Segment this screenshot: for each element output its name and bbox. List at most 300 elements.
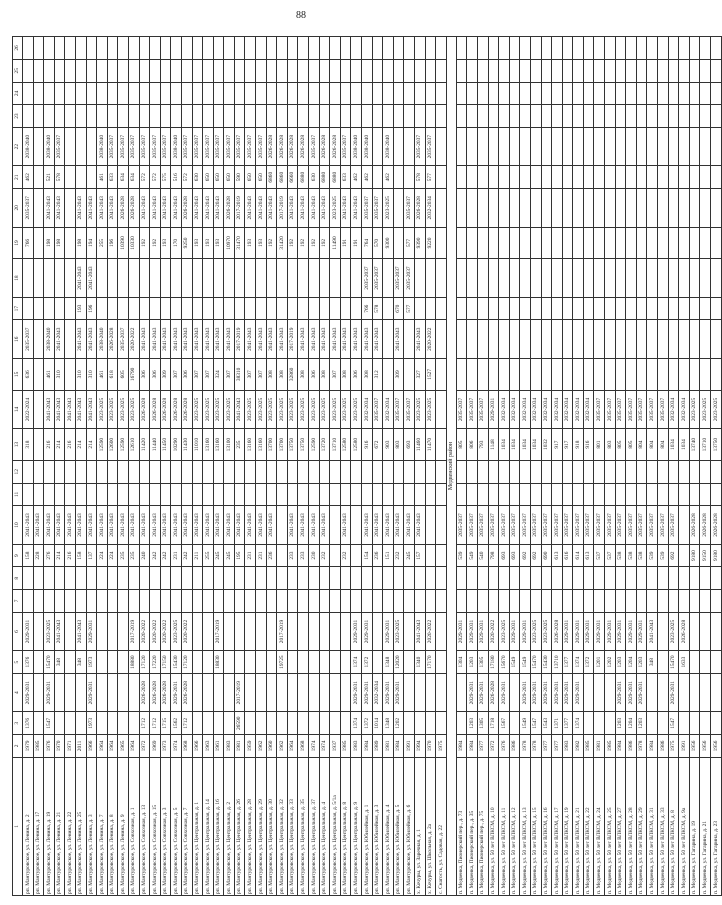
table-cell (477, 359, 488, 391)
table-cell (636, 189, 647, 228)
table-row (181, 37, 192, 896)
table-cell (309, 612, 320, 651)
table-cell (128, 37, 139, 60)
table-cell: 2038-2040 (383, 127, 394, 166)
table-cell: 2035-2037 (23, 320, 34, 359)
table-cell: 2023-2025 (351, 390, 362, 429)
table-cell: 2041-2043 (319, 189, 330, 228)
table-cell (456, 712, 467, 735)
table-cell: 2026-2028 (160, 390, 171, 429)
table-cell (404, 460, 415, 483)
table-cell: 2035-2037 (414, 127, 425, 166)
table-cell: 1374 (351, 651, 362, 674)
table-cell: 1965 (118, 735, 129, 758)
table-cell: 2035-2037 (615, 506, 626, 545)
table-cell: 2041-2043 (393, 320, 404, 359)
table-cell (150, 37, 161, 60)
table-cell (404, 166, 415, 189)
address-cell: п. Медвенка, ул. 50 лет ВЛКСМ, д. 8 (668, 757, 679, 895)
table-cell (256, 460, 267, 483)
table-cell (277, 590, 288, 613)
table-cell (351, 590, 362, 613)
table-cell (520, 105, 531, 128)
table-cell (256, 483, 267, 506)
district-name: Медвенский район (446, 37, 456, 896)
address-cell: п. Медвенка, ул. 50 лет ВЛКСМ, д. 21 (573, 757, 584, 895)
table-cell (668, 105, 679, 128)
table-cell: 308 (362, 359, 373, 391)
table-cell: 196 (86, 297, 97, 320)
table-cell (700, 651, 711, 674)
address-cell: п. Медвенка, ул. 50 лет ВЛКСМ, д. 24 (594, 757, 605, 895)
table-cell (541, 590, 552, 613)
table-cell (711, 127, 722, 166)
table-cell (287, 590, 298, 613)
table-cell (615, 82, 626, 105)
table-cell (520, 166, 531, 189)
table-cell (520, 259, 531, 298)
table-cell (689, 359, 700, 391)
table-cell: 13750 (298, 429, 309, 461)
table-cell (658, 567, 669, 590)
table-cell (287, 567, 298, 590)
table-cell (118, 297, 129, 320)
table-cell: 11490 (330, 227, 341, 259)
table-cell (425, 544, 436, 567)
table-cell (711, 590, 722, 613)
table-cell: 613 (583, 544, 594, 567)
table-cell (499, 590, 510, 613)
table-cell (86, 483, 97, 506)
table-cell: 2041-2043 (287, 506, 298, 545)
address-cell: п. Медвенка, ул. 50 лет ВЛКСМ, д. 33 (658, 757, 669, 895)
table-cell: 2041-2043 (245, 189, 256, 228)
table-cell (256, 59, 267, 82)
table-cell: 2032-2034 (383, 390, 394, 429)
table-cell: 538 (615, 544, 626, 567)
table-cell (509, 590, 520, 613)
table-cell: 154 (362, 544, 373, 567)
table-cell (414, 483, 425, 506)
table-cell (689, 673, 700, 712)
address-cell: п. Медвенка, ул. 50 лет ВЛКСМ, д. 13 (520, 757, 531, 895)
table-cell (668, 297, 679, 320)
table-cell (107, 673, 118, 712)
table-cell (552, 297, 563, 320)
table-cell (414, 460, 425, 483)
table-cell (456, 460, 467, 483)
table-cell (330, 590, 341, 613)
table-cell (436, 673, 447, 712)
table-cell (509, 189, 520, 228)
table-cell: 2041-2043 (309, 320, 320, 359)
table-cell: 11440 (150, 429, 161, 461)
table-cell: 2023-2025 (414, 390, 425, 429)
address-cell: рп. Мантуровское, ул. Центральная, д. 8 (340, 757, 351, 895)
table-cell: 157 (414, 544, 425, 567)
table-cell (203, 590, 214, 613)
table-cell: 2041-2043 (351, 320, 362, 359)
table-cell: 1972 (139, 735, 150, 758)
table-cell: 804 (636, 429, 647, 461)
table-cell (541, 37, 552, 60)
table-cell: 2041-2043 (75, 612, 86, 651)
table-cell (181, 105, 192, 128)
table-cell (33, 227, 44, 259)
table-cell (319, 82, 330, 105)
table-cell (107, 651, 118, 674)
table-row (245, 37, 256, 896)
table-cell: 13750 (287, 429, 298, 461)
column-number: 4 (13, 673, 23, 712)
table-cell (689, 105, 700, 128)
table-cell: 1348 (383, 712, 394, 735)
table-row (647, 37, 658, 896)
table-cell (150, 59, 161, 82)
table-cell (213, 460, 224, 483)
table-cell: 1956 (689, 735, 700, 758)
table-cell: 539 (647, 544, 658, 567)
table-cell (234, 82, 245, 105)
table-cell (594, 227, 605, 259)
table-cell (594, 297, 605, 320)
table-cell: 1203 (615, 651, 626, 674)
table-cell (351, 82, 362, 105)
table-row (436, 37, 447, 896)
table-cell: 2029-2031 (636, 612, 647, 651)
table-cell (33, 590, 44, 613)
table-cell: 1034 (668, 429, 679, 461)
table-cell: 9300 (383, 227, 394, 259)
table-cell: 2041-2043 (118, 506, 129, 545)
table-cell: 2035-2037 (150, 127, 161, 166)
table-cell (266, 259, 277, 298)
table-cell (107, 259, 118, 298)
table-cell: 2041-2043 (309, 506, 320, 545)
table-cell: 18830 (213, 651, 224, 674)
table-cell (562, 567, 573, 590)
table-cell: 308 (298, 359, 309, 391)
table-cell (658, 259, 669, 298)
table-cell (658, 127, 669, 166)
table-cell: 1984 (647, 735, 658, 758)
table-cell (54, 567, 65, 590)
table-cell (65, 259, 76, 298)
table-cell (636, 590, 647, 613)
table-cell: 193 (203, 227, 214, 259)
table-cell (605, 189, 616, 228)
table-cell (404, 567, 415, 590)
table-cell (383, 320, 394, 359)
table-cell: 2041-2043 (86, 390, 97, 429)
table-cell (330, 567, 341, 590)
address-cell: рп. Мантуровское, ул. Центральная, д. 1 (192, 757, 203, 895)
table-cell: 2041-2043 (372, 506, 383, 545)
table-cell (626, 590, 637, 613)
table-cell (499, 189, 510, 228)
table-cell: 1972 (488, 735, 499, 758)
table-cell: 633 (107, 166, 118, 189)
table-cell (404, 673, 415, 712)
table-cell (711, 673, 722, 712)
table-cell (499, 105, 510, 128)
table-cell (711, 82, 722, 105)
table-cell (340, 567, 351, 590)
table-cell (530, 227, 541, 259)
table-cell: 1376 (23, 712, 34, 735)
table-cell: 2035-2037 (552, 506, 563, 545)
table-cell: 306 (309, 359, 320, 391)
table-cell: 2041-2043 (97, 506, 108, 545)
table-cell: 1203 (636, 651, 647, 674)
table-cell: 1203 (615, 712, 626, 735)
table-cell: 2023-2025 (118, 390, 129, 429)
table-cell: 2035-2037 (467, 506, 478, 545)
table-cell (467, 82, 478, 105)
table-cell (700, 320, 711, 359)
rotated-table-area (12, 36, 719, 896)
table-cell (573, 189, 584, 228)
table-cell (224, 105, 235, 128)
table-cell (626, 359, 637, 391)
table-cell: 2017-2019 (287, 320, 298, 359)
table-cell (139, 297, 150, 320)
table-cell: 650 (224, 166, 235, 189)
table-cell: 633 (340, 166, 351, 189)
column-number: 18 (13, 259, 23, 298)
table-cell (573, 320, 584, 359)
table-cell: 2023-2025 (383, 189, 394, 228)
table-cell: 276 (44, 544, 55, 567)
table-cell (509, 227, 520, 259)
table-cell: 2035-2037 (520, 506, 531, 545)
table-cell: 10390 (118, 227, 129, 259)
table-cell (213, 567, 224, 590)
table-cell (573, 297, 584, 320)
table-cell (340, 259, 351, 298)
table-cell (436, 390, 447, 429)
table-cell (393, 227, 404, 259)
table-cell (573, 567, 584, 590)
column-number: 22 (13, 127, 23, 166)
table-cell (605, 460, 616, 483)
table-cell (509, 673, 520, 712)
table-cell: 31420 (277, 227, 288, 259)
table-cell: 1984 (467, 735, 478, 758)
table-cell: 2026-2028 (139, 673, 150, 712)
table-cell (330, 483, 341, 506)
table-cell: 13160 (256, 429, 267, 461)
table-cell (520, 567, 531, 590)
table-cell (414, 673, 425, 712)
table-cell (171, 259, 182, 298)
table-cell (488, 590, 499, 613)
table-cell (23, 567, 34, 590)
table-cell: 192 (298, 227, 309, 259)
table-cell: 630 (192, 166, 203, 189)
table-cell: 137 (86, 544, 97, 567)
table-cell (33, 37, 44, 60)
table-cell (33, 483, 44, 506)
table-cell: 2041-2043 (256, 506, 267, 545)
address-cell: рп. Мантуровское, ул. Ленина, д. 17 (33, 757, 44, 895)
table-cell (594, 37, 605, 60)
table-cell (562, 189, 573, 228)
table-cell: 192 (287, 227, 298, 259)
table-row (54, 37, 65, 896)
table-cell (636, 82, 647, 105)
table-cell (456, 127, 467, 166)
table-cell (636, 166, 647, 189)
table-cell: 2041-2043 (192, 320, 203, 359)
table-cell (552, 37, 563, 60)
table-cell: 193 (75, 297, 86, 320)
table-cell (658, 612, 669, 651)
table-cell (477, 59, 488, 82)
table-cell (287, 651, 298, 674)
table-cell: 2029-2031 (520, 673, 531, 712)
table-cell (266, 612, 277, 651)
table-cell: 2038-2040 (362, 127, 373, 166)
table-cell (75, 82, 86, 105)
address-cell: п. Медвенка, ул. 50 лет ВЛКСМ, д. 27 (615, 757, 626, 895)
table-cell (118, 567, 129, 590)
table-cell (436, 651, 447, 674)
table-cell (393, 59, 404, 82)
table-cell (383, 460, 394, 483)
table-cell (425, 37, 436, 60)
table-cell: 2041-2043 (65, 390, 76, 429)
table-row (404, 37, 415, 896)
table-cell: 2041-2043 (150, 506, 161, 545)
table-cell: 2023-2025 (330, 390, 341, 429)
table-cell: 2035-2037 (340, 127, 351, 166)
table-cell (213, 37, 224, 60)
table-cell (562, 297, 573, 320)
table-cell (234, 259, 245, 298)
table-cell (97, 460, 108, 483)
table-cell: 1983 (562, 735, 573, 758)
table-cell (65, 166, 76, 189)
table-cell (467, 359, 478, 391)
table-cell (309, 712, 320, 735)
table-cell (160, 37, 171, 60)
table-row (372, 37, 383, 896)
table-cell (477, 166, 488, 189)
table-cell (658, 297, 669, 320)
table-cell (436, 82, 447, 105)
table-cell (562, 37, 573, 60)
table-cell: 12600 (107, 429, 118, 461)
table-cell (605, 105, 616, 128)
table-cell (583, 359, 594, 391)
table-cell: 461 (97, 166, 108, 189)
table-row (583, 37, 594, 896)
table-cell: 151 (383, 544, 394, 567)
table-cell (33, 673, 44, 712)
table-cell (530, 189, 541, 228)
table-cell (658, 359, 669, 391)
table-cell: 1976 (44, 735, 55, 758)
table-cell (647, 82, 658, 105)
table-cell: 1979 (23, 735, 34, 758)
table-cell: 2029-2031 (573, 673, 584, 712)
table-cell (552, 460, 563, 483)
table-cell (689, 567, 700, 590)
table-cell: 13740 (689, 429, 700, 461)
table-cell (181, 590, 192, 613)
table-cell (509, 259, 520, 298)
table-cell: 1374 (351, 712, 362, 735)
table-cell (711, 59, 722, 82)
table-cell (711, 460, 722, 483)
table-cell (658, 483, 669, 506)
table-cell: 2041-2043 (139, 189, 150, 228)
table-cell (436, 189, 447, 228)
table-cell (351, 105, 362, 128)
table-cell: 1964 (287, 735, 298, 758)
table-cell: 2029-2031 (615, 673, 626, 712)
table-cell (213, 483, 224, 506)
table-cell (467, 320, 478, 359)
table-cell (139, 567, 150, 590)
table-cell (181, 460, 192, 483)
table-cell (192, 460, 203, 483)
table-cell (266, 105, 277, 128)
table-cell: 1374 (573, 651, 584, 674)
table-cell (689, 166, 700, 189)
table-cell: 194 (86, 227, 97, 259)
table-cell: 2029-2031 (668, 673, 679, 712)
table-cell (488, 82, 499, 105)
table-cell: 2029-2031 (383, 612, 394, 651)
table-cell: 2041-2043 (150, 320, 161, 359)
table-cell (203, 82, 214, 105)
table-cell (679, 59, 690, 82)
table-cell (298, 712, 309, 735)
table-cell: 1304 (456, 651, 467, 674)
table-cell (150, 590, 161, 613)
table-cell (679, 82, 690, 105)
table-cell (636, 59, 647, 82)
table-cell (700, 127, 711, 166)
table-cell (97, 37, 108, 60)
table-cell (425, 105, 436, 128)
table-cell: 158 (23, 544, 34, 567)
table-cell: 236 (372, 544, 383, 567)
table-cell (689, 460, 700, 483)
table-cell: 2029-2031 (456, 612, 467, 651)
table-cell: 2026-2028 (171, 390, 182, 429)
table-cell: 1372 (362, 712, 373, 735)
table-cell (541, 320, 552, 359)
table-cell: 2041-2043 (298, 320, 309, 359)
table-cell: 2038-2040 (23, 127, 34, 166)
table-cell (393, 567, 404, 590)
table-cell (520, 189, 531, 228)
table-cell (689, 227, 700, 259)
table-cell: 2017-2019 (128, 612, 139, 651)
table-cell: 2041-2043 (139, 506, 150, 545)
table-cell (192, 712, 203, 735)
table-cell (160, 567, 171, 590)
table-cell (594, 105, 605, 128)
page-number: 88 (296, 10, 306, 21)
table-cell (287, 673, 298, 712)
table-cell (594, 82, 605, 105)
table-cell: 2032-2034 (583, 390, 594, 429)
table-cell (33, 567, 44, 590)
